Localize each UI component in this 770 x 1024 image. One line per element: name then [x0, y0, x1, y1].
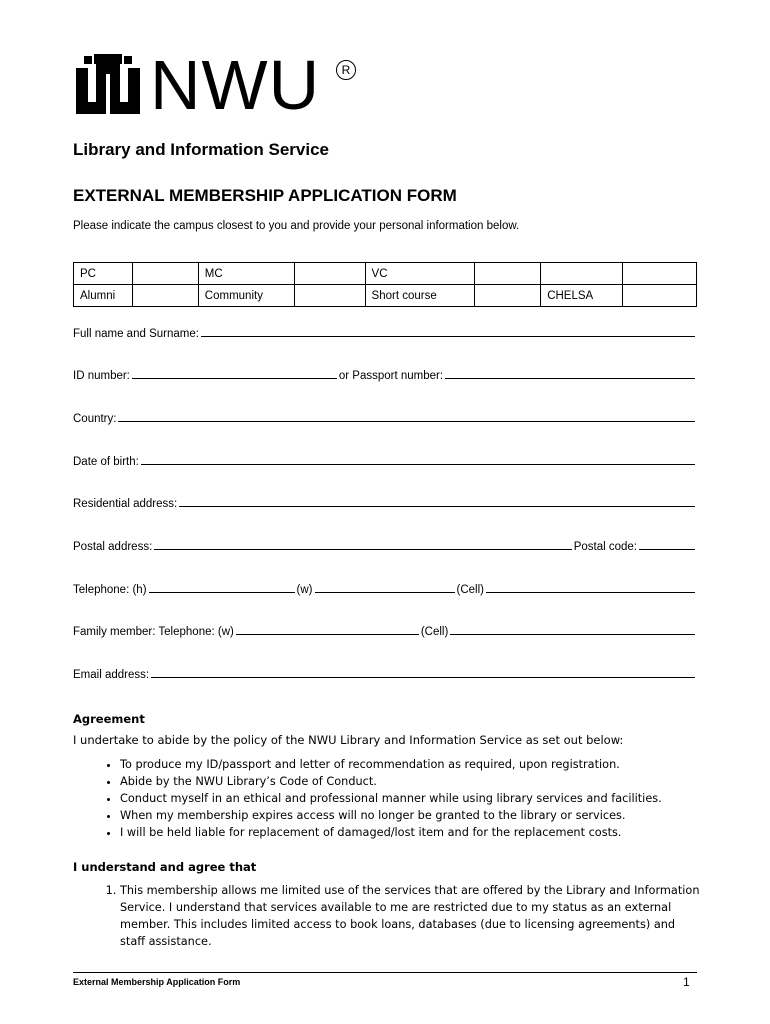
campus-checkbox[interactable] — [475, 285, 541, 307]
id-number-label: ID number: — [73, 370, 130, 382]
agreement-list — [73, 756, 662, 841]
understand-list — [73, 882, 700, 950]
campus-cell-empty — [623, 263, 697, 285]
id-number-field[interactable] — [132, 377, 337, 379]
family-tel-field[interactable] — [236, 633, 419, 635]
campus-checkbox[interactable] — [132, 263, 198, 285]
registered-mark: R — [336, 60, 356, 80]
list-item: • When my membership expires access will no longer be granted to the library or services. — [120, 807, 662, 824]
campus-checkbox[interactable] — [294, 263, 365, 285]
list-item: • Conduct myself in an ethical and professional manner while using library services and facilities. — [120, 790, 662, 807]
campus-label: PC — [74, 263, 133, 285]
agreement-intro: I undertake to abide by the policy of the NWU Library and Information Service as set out below: — [73, 733, 624, 747]
family-cell-label: (Cell) — [420, 626, 449, 638]
family-cell-field[interactable] — [450, 633, 695, 635]
country-row — [73, 413, 697, 425]
telephone-w-field[interactable] — [315, 591, 455, 593]
campus-table — [73, 262, 697, 307]
list-item: • I will be held liable for replacement of damaged/lost item and for the replacement costs. — [120, 824, 662, 841]
campus-checkbox[interactable] — [132, 285, 198, 307]
logo-wordmark: NWU — [150, 46, 321, 124]
campus-cell-empty — [541, 263, 623, 285]
full-name-field[interactable] — [201, 335, 695, 337]
intro-text: Please indicate the campus closest to you and provide your personal information below. — [73, 220, 520, 232]
nwu-logo-icon — [70, 50, 146, 120]
full-name-label: Full name and Surname: — [73, 328, 199, 340]
footer-title: External Membership Application Form — [73, 977, 241, 987]
family-tel-label: Family member: Telephone: (w) — [73, 626, 234, 638]
residential-field[interactable] — [179, 505, 695, 507]
telephone-w-label: (w) — [296, 584, 313, 596]
table-row — [74, 285, 697, 307]
campus-checkbox[interactable] — [294, 285, 365, 307]
telephone-row — [73, 584, 697, 596]
postal-field[interactable] — [154, 548, 571, 550]
campus-label: Short course — [365, 285, 475, 307]
list-item: • Abide by the NWU Library’s Code of Conduct. — [120, 773, 662, 790]
email-row — [73, 669, 697, 681]
residential-row — [73, 498, 697, 510]
postal-code-label: Postal code: — [573, 541, 637, 553]
full-name-row — [73, 328, 697, 340]
campus-checkbox[interactable] — [623, 285, 697, 307]
campus-checkbox[interactable] — [475, 263, 541, 285]
postal-label: Postal address: — [73, 541, 153, 553]
page-number: 1 — [683, 975, 690, 989]
campus-label: Community — [198, 285, 294, 307]
footer-divider — [73, 972, 697, 973]
family-row — [73, 626, 697, 638]
residential-label: Residential address: — [73, 498, 178, 510]
campus-label: Alumni — [74, 285, 133, 307]
telephone-cell-label: (Cell) — [456, 584, 484, 596]
postal-code-field[interactable] — [639, 548, 695, 550]
telephone-cell-field[interactable] — [486, 591, 695, 593]
email-field[interactable] — [151, 676, 695, 678]
campus-label: CHELSA — [541, 285, 623, 307]
form-title: EXTERNAL MEMBERSHIP APPLICATION FORM — [73, 186, 457, 205]
dob-label: Date of birth: — [73, 456, 139, 468]
email-label: Email address: — [73, 669, 150, 681]
country-field[interactable] — [118, 420, 695, 422]
campus-label: MC — [198, 263, 294, 285]
list-item: • To produce my ID/passport and letter of recommendation as required, upon registration. — [120, 756, 662, 773]
dob-row — [73, 456, 697, 468]
campus-label: VC — [365, 263, 475, 285]
table-row — [74, 263, 697, 285]
dob-field[interactable] — [141, 463, 695, 465]
id-row — [73, 370, 697, 382]
department-title: Library and Information Service — [73, 140, 330, 159]
telephone-h-field[interactable] — [149, 591, 295, 593]
telephone-h-label: Telephone: (h) — [73, 584, 147, 596]
passport-field[interactable] — [445, 377, 695, 379]
postal-row — [73, 541, 697, 553]
agreement-heading: Agreement — [73, 712, 145, 726]
list-item: 1. This membership allows me limited use of the services that are offered by the Library and Information Service. I understand that services available to me are restricted due to my status as an external member. This includes limited access to book loans, databases (due to licensing agreements) and staff assistance. — [120, 882, 700, 950]
understand-heading: I understand and agree that — [73, 860, 257, 874]
passport-label: or Passport number: — [338, 370, 444, 382]
country-label: Country: — [73, 413, 117, 425]
